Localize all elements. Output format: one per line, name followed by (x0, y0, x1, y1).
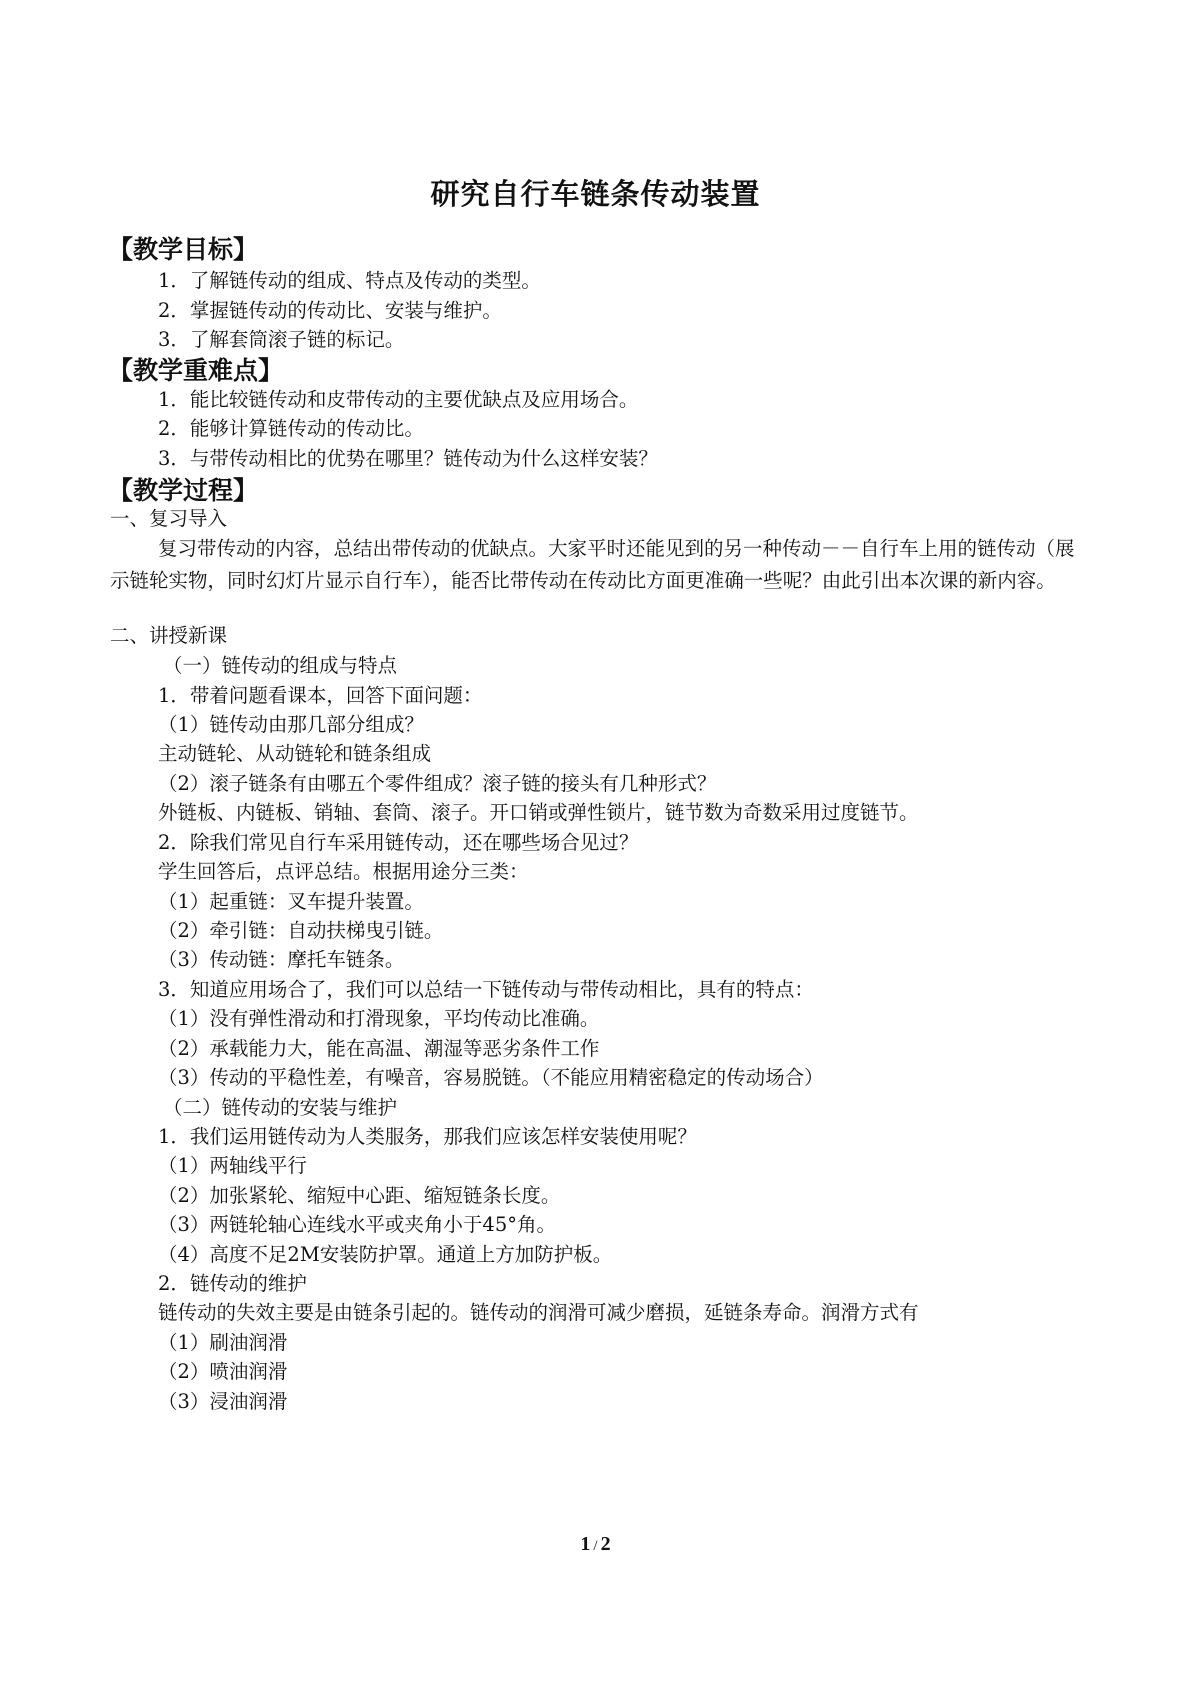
page-total: 2 (600, 1533, 611, 1555)
keypoint-item: 2．能够计算链传动的传动比。 (158, 417, 424, 440)
content-line: （1）起重链：叉车提升装置。 (158, 890, 424, 913)
content-line: 1．带着问题看课本，回答下面问题： (158, 684, 483, 707)
content-line: （2）滚子链条有由哪五个零件组成？滚子链的接头有几种形式？ (158, 772, 717, 795)
content-line: 链传动的失效主要是由链条引起的。链传动的润滑可减少磨损，延链条寿命。润滑方式有 (158, 1301, 919, 1324)
content-line: （1）刷油润滑 (158, 1331, 288, 1354)
content-line: （3）浸油润滑 (158, 1390, 288, 1413)
keypoint-item: 1．能比较链传动和皮带传动的主要优缺点及应用场合。 (158, 388, 639, 411)
subsection-title: （二）链传动的安装与维护 (163, 1096, 398, 1119)
objective-item: 1．了解链传动的组成、特点及传动的类型。 (158, 269, 541, 292)
page-title: 研究自行车链条传动装置 (430, 177, 761, 211)
keypoints-heading: 【教学重难点】 (108, 356, 284, 385)
content-line: 1．我们运用链传动为人类服务，那我们应该怎样安装使用呢？ (158, 1125, 697, 1148)
section-title: 一、复习导入 (110, 507, 228, 530)
review-paragraph-text: 复习带传动的内容，总结出带传动的优缺点。大家平时还能见到的另一种传动－－自行车上用的链传动（展示链轮实物，同时幻灯片显示自行车），能否比带传动在传动比方面更准确一些呢？由此引出本次课的新内容。 (110, 537, 1075, 592)
page-number (0, 1533, 1191, 1556)
content-line: （3）两链轮轴心连线水平或夹角小于45°角。 (158, 1213, 556, 1236)
content-line: （1）两轴线平行 (158, 1154, 307, 1177)
content-line: （3）传动的平稳性差，有噪音，容易脱链。（不能应用精密稳定的传动场合） (158, 1066, 824, 1089)
keypoint-item: 3．与带传动相比的优势在哪里？链传动为什么这样安装？ (158, 447, 658, 470)
objective-item: 3．了解套筒滚子链的标记。 (158, 328, 405, 351)
content-line: 2．除我们常见自行车采用链传动，还在哪些场合见过？ (158, 831, 639, 854)
process-heading: 【教学过程】 (108, 476, 259, 505)
subsection-title: （一）链传动的组成与特点 (163, 654, 398, 677)
content-line: 主动链轮、从动链轮和链条组成 (158, 742, 432, 765)
content-line: （2）加张紧轮、缩短中心距、缩短链条长度。 (158, 1184, 561, 1207)
section-title: 二、讲授新课 (110, 624, 228, 647)
content-line: （2）喷油润滑 (158, 1360, 288, 1383)
content-line: （2）牵引链：自动扶梯曳引链。 (158, 919, 444, 942)
content-line: （4）高度不足2M安装防护罩。通道上方加防护板。 (158, 1243, 613, 1266)
content-line: （3）传动链：摩托车链条。 (158, 948, 405, 971)
content-line: 3．知道应用场合了，我们可以总结一下链传动与带传动相比，具有的特点： (158, 978, 814, 1001)
objective-item: 2．掌握链传动的传动比、安装与维护。 (158, 299, 502, 322)
page-current: 1 (580, 1533, 591, 1555)
content-line: （1）没有弹性滑动和打滑现象，平均传动比准确。 (158, 1007, 600, 1030)
content-line: （2）承载能力大，能在高温、潮湿等恶劣条件工作 (158, 1037, 600, 1060)
content-line: 学生回答后，点评总结。根据用途分三类： (158, 860, 529, 883)
content-line: 外链板、内链板、销轴、套筒、滚子。开口销或弹性锁片，链节数为奇数采用过度链节。 (158, 801, 919, 824)
page-separator: / (593, 1538, 598, 1554)
content-line: （1）链传动由那几部分组成？ (158, 713, 424, 736)
review-paragraph (110, 533, 1090, 596)
objectives-heading: 【教学目标】 (108, 235, 259, 264)
content-line: 2．链传动的维护 (158, 1272, 307, 1295)
